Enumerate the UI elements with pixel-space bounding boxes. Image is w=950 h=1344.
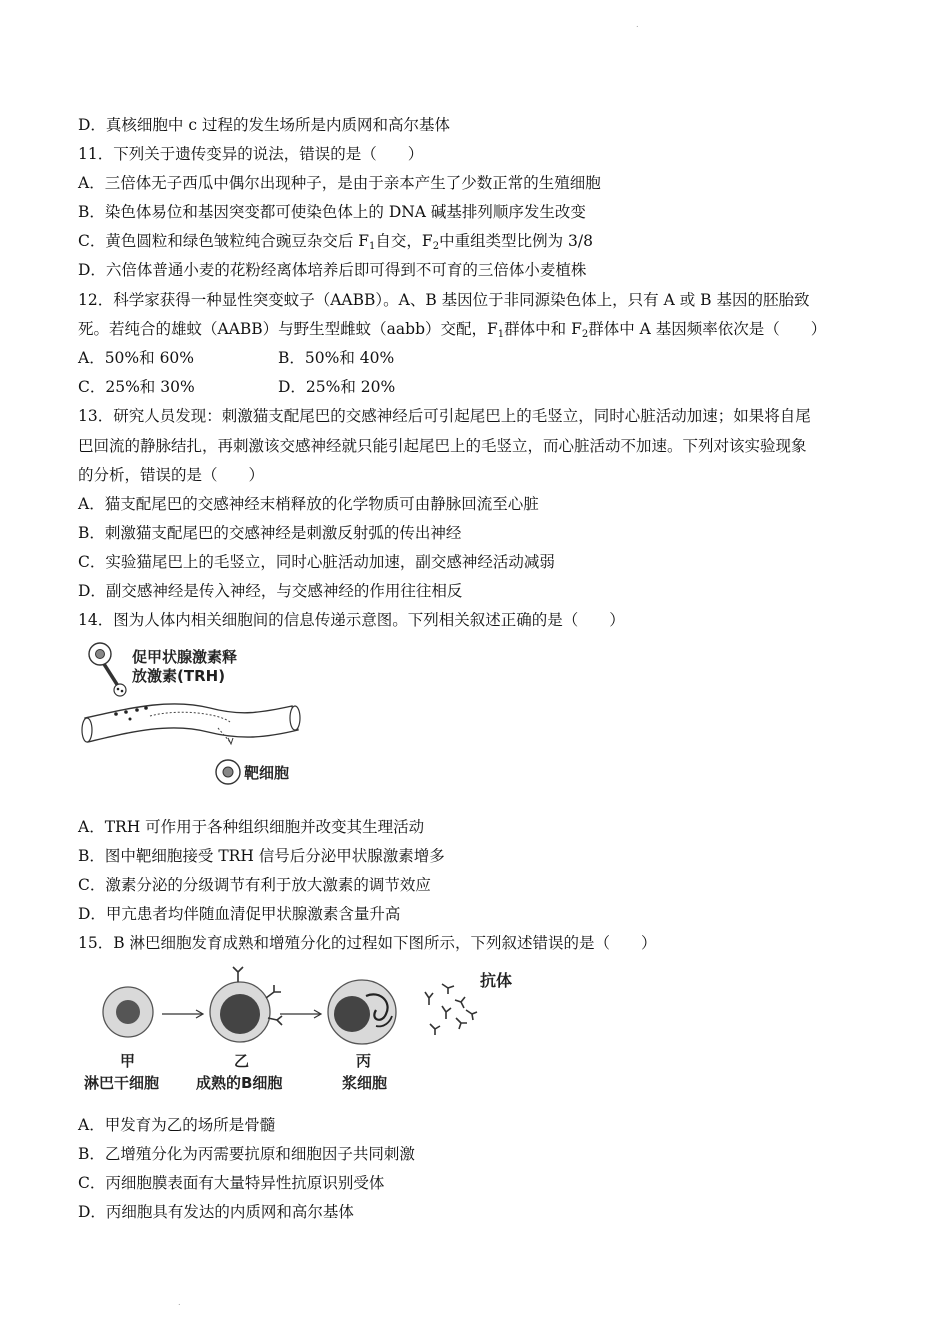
cell2-letter: 乙 [234, 1052, 250, 1070]
q11-stem: 11．下列关于遗传变异的说法，错误的是（ ） [78, 145, 424, 163]
cell1-name: 淋巴干细胞 [84, 1074, 160, 1092]
q14-figure [80, 638, 320, 788]
q11-option-c [78, 231, 593, 251]
q11-option-a: A．三倍体无子西瓜中偶尔出现种子，是由于亲本产生了少数正常的生殖细胞 [78, 174, 601, 192]
q14-option-b: B．图中靶细胞接受 TRH 信号后分泌甲状腺激素增多 [78, 847, 445, 865]
q11-c-text-3: 中重组类型比例为 3/8 [439, 232, 593, 250]
page-mark-bottom: . [178, 1298, 181, 1307]
q12-text-1: 死。若纯合的雄蚊（AABB）与野生型雌蚊（aabb）交配，F [78, 320, 498, 338]
q12-stem-line1: 12．科学家获得一种显性突变蚊子（AABB）。A、B 基因位于非同源染色体上，只有 A 或 B 基因的胚胎致 [78, 291, 810, 309]
q14-option-d: D．甲亢患者均伴随血清促甲状腺激素含量升高 [78, 905, 401, 923]
cell2-name: 成熟的B细胞 [196, 1074, 283, 1092]
q13-stem-line3: 的分析，错误的是（ ） [78, 466, 265, 484]
q13-stem-line1: 13．研究人员发现：刺激猫支配尾巴的交感神经后可引起尾巴上的毛竖立，同时心脏活动加速；如果将自尾 [78, 407, 811, 425]
q12-sub-2: 2 [581, 329, 589, 340]
antibodies [425, 984, 477, 1035]
q11-c-sub-2: 2 [432, 241, 440, 252]
neuron-nucleus [96, 650, 105, 659]
q11-c-sub-1: 1 [369, 241, 376, 252]
antibody-label: 抗体 [480, 971, 513, 990]
q12-text-3: 群体中 A 基因频率依次是（ ） [588, 320, 827, 338]
q13-stem-line2: 巴回流的静脉结扎，再刺激该交感神经就只能引起尾巴上的毛竖立，而心脏活动不加速。下列对该实验现象 [78, 437, 807, 455]
q12-option-d: D．25%和 20% [278, 378, 396, 396]
blood-vessel [85, 704, 298, 742]
cell3-name: 浆细胞 [342, 1074, 388, 1092]
q14-option-a: A．TRH 可作用于各种组织细胞并改变其生理活动 [78, 818, 425, 836]
stem-cell-nucleus [116, 1000, 140, 1024]
b-cell-nucleus [220, 994, 260, 1034]
q12-sub-1: 1 [497, 329, 505, 340]
neuron-axon [104, 664, 118, 686]
q12-option-a: A．50%和 60% [78, 349, 195, 367]
page-mark-top: . [636, 20, 639, 29]
q15-option-c: C．丙细胞膜表面有大量特异性抗原识别受体 [78, 1174, 385, 1192]
q15-option-b: B．乙增殖分化为丙需要抗原和细胞因子共同刺激 [78, 1145, 415, 1163]
q12-option-c: C．25%和 30% [78, 378, 195, 396]
q14-stem: 14．图为人体内相关细胞间的信息传递示意图。下列相关叙述正确的是（ ） [78, 611, 625, 629]
q12-stem-line2 [78, 319, 826, 339]
trh-label-line2: 放激素(TRH) [132, 667, 226, 685]
q12-text-2: 群体中和 F [504, 320, 582, 338]
q12-option-b: B．50%和 40% [278, 349, 395, 367]
q13-option-b: B．刺激猫支配尾巴的交感神经是刺激反射弧的传出神经 [78, 524, 462, 542]
q14-option-c: C．激素分泌的分级调节有利于放大激素的调节效应 [78, 876, 431, 894]
axon-terminal [114, 684, 126, 696]
target-cell-nucleus [223, 767, 233, 777]
cell3-letter: 丙 [356, 1052, 372, 1070]
q15-option-d: D．丙细胞具有发达的内质网和高尔基体 [78, 1203, 354, 1221]
q13-option-d: D．副交感神经是传入神经，与交感神经的作用往往相反 [78, 582, 463, 600]
q11-c-text-1: C．黄色圆粒和绿色皱粒纯合豌豆杂交后 F [78, 232, 370, 250]
target-cell-label: 靶细胞 [244, 764, 290, 782]
cell1-letter: 甲 [120, 1052, 136, 1070]
q15-figure [80, 962, 520, 1097]
q11-option-b: B．染色体易位和基因突变都可使染色体上的 DNA 碱基排列顺序发生改变 [78, 203, 586, 221]
plasma-cell-nucleus [334, 996, 370, 1032]
q11-c-text-2: 自交，F [375, 232, 433, 250]
q13-option-a: A．猫支配尾巴的交感神经末梢释放的化学物质可由静脉回流至心脏 [78, 495, 539, 513]
q13-option-c: C．实验猫尾巴上的毛竖立，同时心脏活动加速，副交感神经活动减弱 [78, 553, 555, 571]
q15-option-a: A．甲发育为乙的场所是骨髓 [78, 1116, 276, 1134]
q15-stem: 15．B 淋巴细胞发育成熟和增殖分化的过程如下图所示，下列叙述错误的是（ ） [78, 934, 657, 952]
q11-option-d: D．六倍体普通小麦的花粉经离体培养后即可得到不可育的三倍体小麦植株 [78, 261, 587, 279]
q10-option-d: D．真核细胞中 c 过程的发生场所是内质网和高尔基体 [78, 116, 450, 134]
trh-label-line1: 促甲状腺激素释 [132, 648, 238, 666]
